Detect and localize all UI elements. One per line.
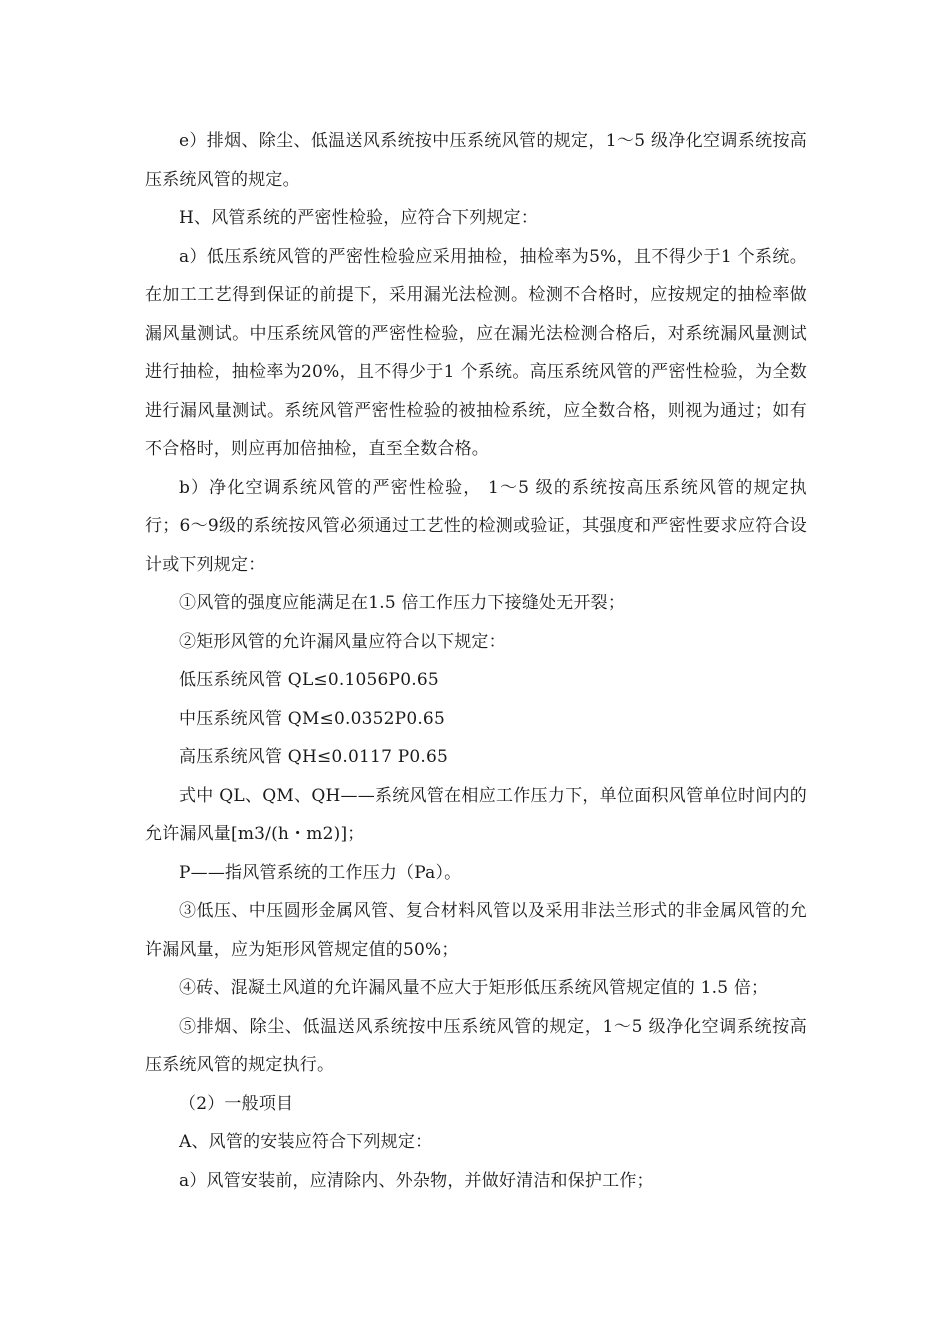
paragraph-e-smoke-exhaust: e）排烟、除尘、低温送风系统按中压系统风管的规定，1～5 级净化空调系统按高压系统风管的规定。 xyxy=(145,131,807,190)
heading-a-installation: A、风管的安装应符合下列规定： xyxy=(179,1132,433,1152)
paragraph-b-clean-air-inspection: b）净化空调系统风管的严密性检验， 1～5 级的系统按高压系统风管的规定执行；6～9级的系统按风管必须通过工艺性的检测或验证，其强度和严密性要求应符合设计或下列规定： xyxy=(145,477,807,575)
formula-medium-pressure: 中压系统风管 QM≤0.0352P0.65 xyxy=(179,708,445,729)
item-4-masonry-duct: ④砖、混凝土风道的允许漏风量不应大于矩形低压系统风管规定值的 1.5 倍； xyxy=(179,978,769,998)
item-2-leakage-rule: ②矩形风管的允许漏风量应符合以下规定： xyxy=(179,631,506,652)
formula-definition-q: 式中 QL、QM、QH——系统风管在相应工作压力下，单位面积风管单位时间内的允许漏风量[m3/(h・m2)]； xyxy=(145,785,807,844)
paragraph-a-low-pressure-inspection: a）低压系统风管的严密性检验应采用抽检，抽检率为5%，且不得少于1 个系统。在加工工艺得到保证的前提下，采用漏光法检测。检测不合格时，应按规定的抽检率做漏风量测试。中压系统风管的严密性检验，应在漏光法检测合格后，对系统漏风量测试进行抽检，抽检率为20%，且不得少于1 个系统。高压系统风管的严密性检验，为全数进行漏风量测试。系统风管严密性检验的被抽检系统，应全数合格，则视为通过；如有不合格时，则应再加倍抽检，直至全数合格。 xyxy=(145,246,807,459)
item-5-smoke-exhaust: ⑤排烟、除尘、低温送风系统按中压系统风管的规定，1～5 级净化空调系统按高压系统风管的规定执行。 xyxy=(145,1016,807,1075)
item-3-round-duct: ③低压、中压圆形金属风管、复合材料风管以及采用非法兰形式的非金属风管的允许漏风量，应为矩形风管规定值的50%； xyxy=(145,901,807,960)
heading-h-tightness-inspection: H、风管系统的严密性检验，应符合下列规定： xyxy=(179,208,539,228)
section-2-general-items: （2）一般项目 xyxy=(179,1093,294,1114)
item-1-strength: ①风管的强度应能满足在1.5 倍工作压力下接缝处无开裂； xyxy=(179,593,626,613)
document-body xyxy=(145,122,807,1200)
formula-definition-p: P——指风管系统的工作压力（Pa）。 xyxy=(179,862,462,883)
formula-high-pressure: 高压系统风管 QH≤0.0117 P0.65 xyxy=(179,747,448,767)
formula-low-pressure: 低压系统风管 QL≤0.1056P0.65 xyxy=(179,670,439,690)
paragraph-a-preinstall-cleaning: a）风管安装前，应清除内、外杂物，并做好清洁和保护工作； xyxy=(179,1170,654,1191)
